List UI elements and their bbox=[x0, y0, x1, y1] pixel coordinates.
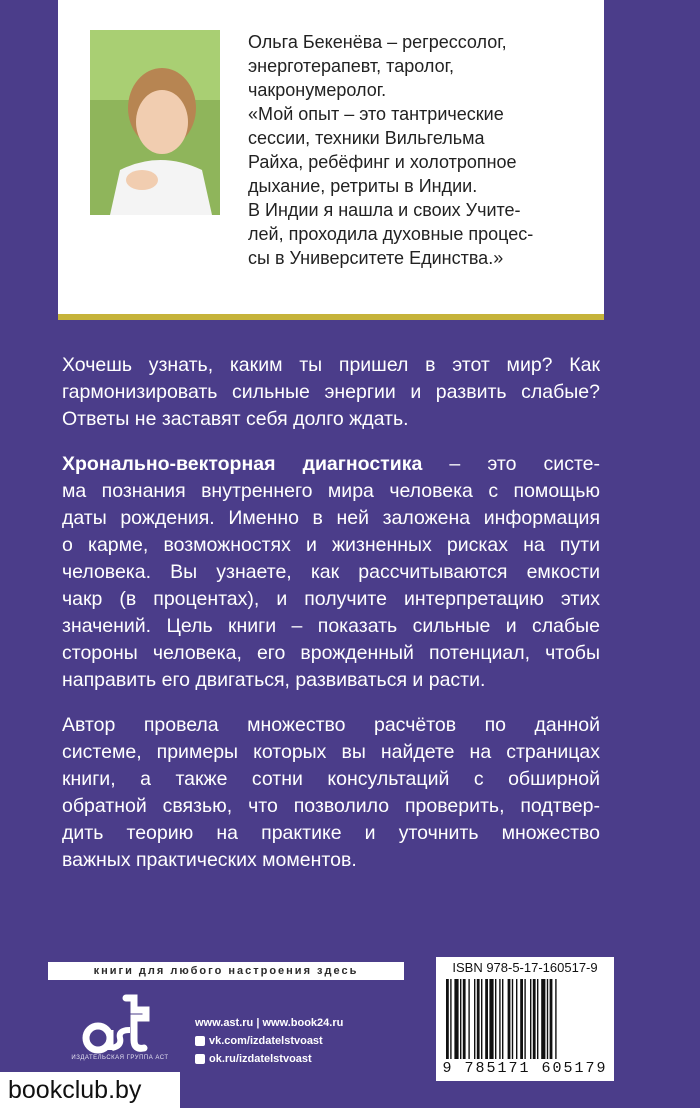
description-line: книги, а также сотни консультаций с обширной bbox=[62, 768, 600, 790]
barcode-bar bbox=[460, 979, 461, 1059]
publisher-tagline: книги для любого настроения здесь bbox=[48, 962, 404, 980]
barcode-bar bbox=[468, 979, 469, 1059]
bio-line: чакронумеролог. bbox=[248, 80, 387, 100]
vk-link-text: vk.com/izdatelstvoast bbox=[209, 1035, 323, 1047]
description-paragraph-1 bbox=[62, 352, 600, 433]
barcode-bar bbox=[463, 979, 466, 1059]
barcode-bar bbox=[541, 979, 545, 1059]
barcode-bar bbox=[537, 979, 538, 1059]
barcode-bar bbox=[481, 979, 482, 1059]
bio-line: Ольга Бекенёва – регрессолог, bbox=[248, 32, 507, 52]
barcode-bar bbox=[550, 979, 553, 1059]
author-photo bbox=[90, 30, 220, 215]
barcode-bar bbox=[495, 979, 496, 1059]
isbn-label: ISBN 978-5-17-160517-9 bbox=[452, 960, 598, 975]
bio-line: Райха, ребёфинг и холотропное bbox=[248, 152, 517, 172]
barcode-bar bbox=[450, 979, 451, 1059]
method-name: Хронально-векторная диагностика bbox=[62, 453, 423, 475]
description-line: обратной связью, что позволило проверить, подтвер- bbox=[62, 795, 600, 817]
ast-logo-icon bbox=[68, 990, 168, 1060]
description-line: чакр (в процентах), и получите интерпретацию этих bbox=[62, 588, 600, 610]
description-line: стороны человека, его врожденный потенциал, чтобы bbox=[62, 642, 600, 664]
description-line: важных практических моментов. bbox=[62, 849, 357, 871]
description-line: гармонизировать сильные энергии и развить слабые? bbox=[62, 381, 600, 403]
barcode-bar bbox=[516, 979, 517, 1059]
barcode-bar bbox=[524, 979, 525, 1059]
barcode-bar bbox=[489, 979, 493, 1059]
sites-link-text: www.ast.ru | www.book24.ru bbox=[195, 1017, 344, 1029]
description-paragraph-3 bbox=[62, 712, 600, 874]
publisher-links bbox=[195, 1014, 343, 1068]
description-line: Ответы не заставят себя долго ждать. bbox=[62, 408, 409, 430]
ok-icon bbox=[195, 1054, 205, 1064]
description-line: значений. Цель книги – показать сильные и слабые bbox=[62, 615, 600, 637]
description-line bbox=[62, 451, 600, 478]
bio-line: дыхание, ретриты в Индии. bbox=[248, 176, 478, 196]
isbn-digits: 9 785171 605179 bbox=[442, 1060, 608, 1077]
barcode-bar bbox=[508, 979, 511, 1059]
bio-line: сы в Университете Единства.» bbox=[248, 248, 504, 268]
description-line: ма познания внутреннего мира человека с помощью bbox=[62, 480, 600, 502]
barcode-bar bbox=[485, 979, 488, 1059]
barcode-bar bbox=[474, 979, 475, 1059]
barcode-bar bbox=[520, 979, 523, 1059]
description-line: Автор провела множество расчётов по данной bbox=[62, 714, 600, 736]
ok-link-text: ok.ru/izdatelstvoast bbox=[209, 1053, 312, 1065]
description-line: Хочешь узнать, каким ты пришел в этот мир? Как bbox=[62, 354, 600, 376]
description-line: системе, примеры которых вы найдете на страницах bbox=[62, 741, 600, 763]
description-line-rest: – это систе- bbox=[422, 453, 600, 475]
barcode-bar bbox=[446, 979, 449, 1059]
bio-line: энерготерапевт, таролог, bbox=[248, 56, 454, 76]
bio-line: «Мой опыт – это тантрические bbox=[248, 104, 504, 124]
description-line: дить теорию на практике и уточнить множество bbox=[62, 822, 600, 844]
description-line: человека. Вы узнаете, как рассчитываются емкости bbox=[62, 561, 600, 583]
vk-icon bbox=[195, 1036, 205, 1046]
description-line: направить его двигаться, развиваться и расти. bbox=[62, 669, 486, 691]
description-line: даты рождения. Именно в ней заложена информация bbox=[62, 507, 600, 529]
barcode-bar bbox=[502, 979, 503, 1059]
publisher-caption: ИЗДАТЕЛЬСКАЯ ГРУППА АСТ bbox=[71, 1055, 169, 1061]
isbn-barcode bbox=[436, 957, 614, 1081]
barcode-bar bbox=[530, 979, 531, 1059]
description-paragraph-2 bbox=[62, 451, 600, 694]
author-portrait-icon bbox=[90, 30, 220, 215]
barcode-bar bbox=[547, 979, 548, 1059]
barcode-bar bbox=[477, 979, 480, 1059]
barcode-icon bbox=[446, 979, 604, 1059]
barcode-bar bbox=[533, 979, 536, 1059]
bio-line: сессии, техники Вильгельма bbox=[248, 128, 485, 148]
barcode-bar bbox=[499, 979, 500, 1059]
vk-link[interactable] bbox=[195, 1032, 343, 1050]
barcode-bar bbox=[512, 979, 513, 1059]
bio-line: лей, проходила духовные процес- bbox=[248, 224, 534, 244]
barcode-bar bbox=[555, 979, 556, 1059]
watermark: bookclub.by bbox=[0, 1072, 180, 1108]
sites-link[interactable] bbox=[195, 1014, 343, 1032]
description-line: о карме, возможностях и жизненных рисках на пути bbox=[62, 534, 600, 556]
ok-link[interactable] bbox=[195, 1050, 343, 1068]
book-description bbox=[62, 352, 600, 892]
bio-line: В Индии я нашла и своих Учите- bbox=[248, 200, 521, 220]
barcode-bar bbox=[454, 979, 458, 1059]
author-bio bbox=[248, 30, 578, 270]
